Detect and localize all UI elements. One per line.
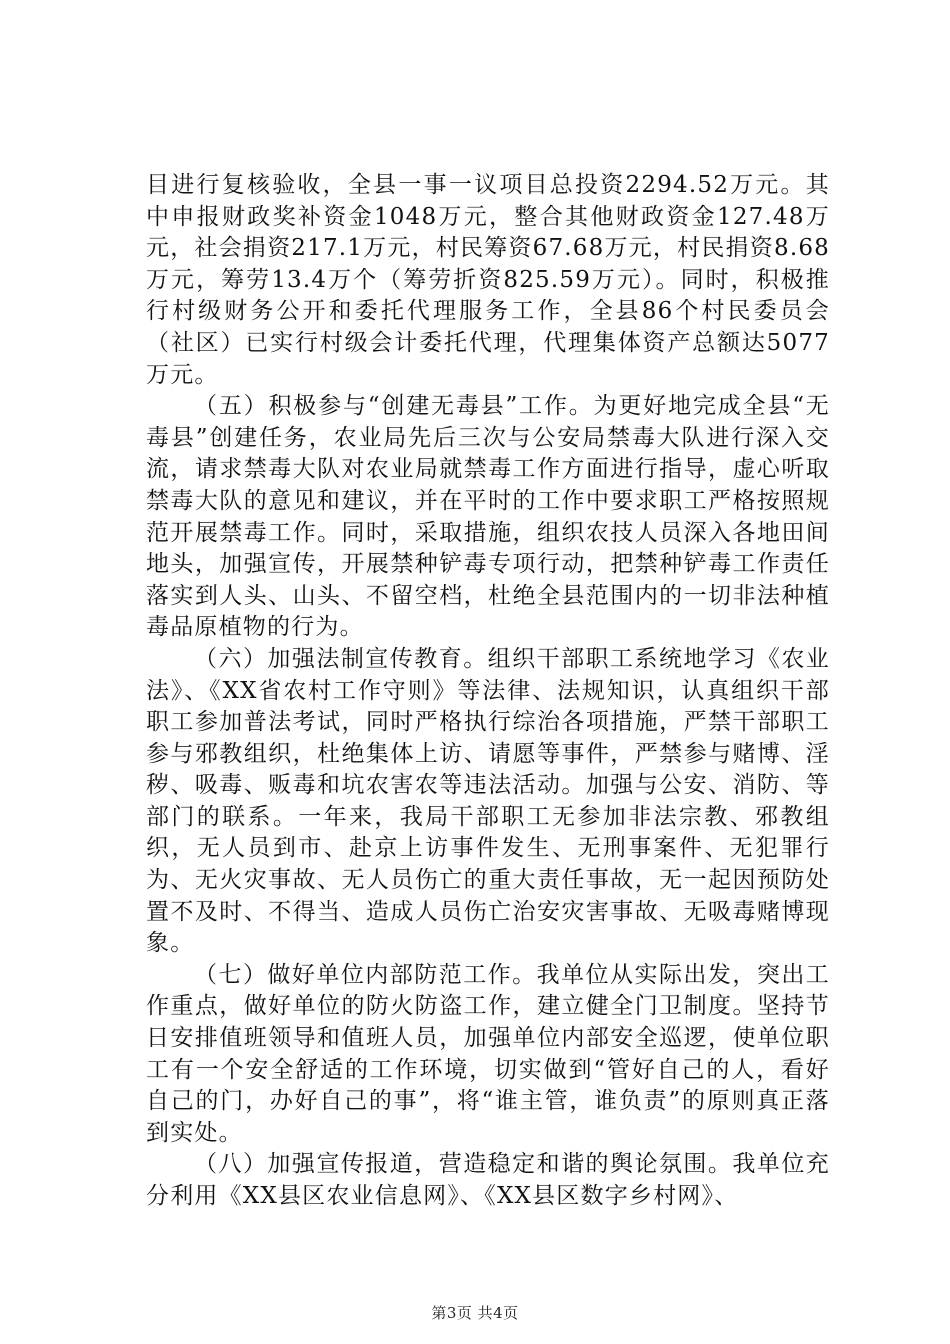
paragraph-2: （五）积极参与“创建无毒县”工作。为更好地完成全县“无毒县”创建任务，农业局先后三次与公安局禁毒大队进行深入交流，请求禁毒大队对农业局就禁毒工作方面进行指导，虚心听取禁毒大队的意见和建议，并在平时的工作中要求职工严格按照规范开展禁毒工作。同时，采取措施，组织农技人员深入各地田间地头，加强宣传，开展禁种铲毒专项行动，把禁种铲毒工作责任落实到人头、山头、不留空档，杜绝全县范围内的一切非法种植毒品原植物的行为。 [146, 393, 830, 641]
document-body [146, 170, 830, 1213]
paragraph-3: （六）加强法制宣传教育。组织干部职工系统地学习《农业法》、《XX省农村工作守则》等法律、法规知识，认真组织干部职工参加普法考试，同时严格执行综治各项措施，严禁干部职工参与邪教组织，杜绝集体上访、请愿等事件，严禁参与赌博、淫秽、吸毒、贩毒和坑农害农等违法活动。加强与公安、消防、等部门的联系。一年来，我局干部职工无参加非法宗教、邪教组织，无人员到市、赴京上访事件发生、无刑事案件、无犯罪行为、无火灾事故、无人员伤亡的重大责任事故，无一起因预防处置不及时、不得当、造成人员伤亡治安灾害事故、无吸毒赌博现象。 [146, 645, 830, 957]
paragraph-1: 目进行复核验收，全县一事一议项目总投资2294.52万元。其中申报财政奖补资金1048万元，整合其他财政资金127.48万元，社会捐资217.1万元，村民筹资67.68万元，村民捐资8.68万元，筹劳13.4万个（筹劳折资825.59万元）。同时，积极推行村级财务公开和委托代理服务工作，全县86个村民委员会（社区）已实行村级会计委托代理，代理集体资产总额达5077万元。 [146, 172, 830, 388]
paragraph-5: （八）加强宣传报道，营造稳定和谐的舆论氛围。我单位充分利用《XX县区农业信息网》、《XX县区数字乡村网》、 [146, 1151, 830, 1209]
paragraph-4: （七）做好单位内部防范工作。我单位从实际出发，突出工作重点，做好单位的防火防盗工作，建立健全门卫制度。坚持节日安排值班领导和值班人员，加强单位内部安全巡逻，使单位职工有一个安全舒适的工作环境，切实做到“管好自己的人，看好自己的门，办好自己的事”，将“谁主管，谁负责”的原则真正落到实处。 [146, 961, 830, 1146]
page-footer: 第3页 共4页 [431, 1304, 519, 1322]
